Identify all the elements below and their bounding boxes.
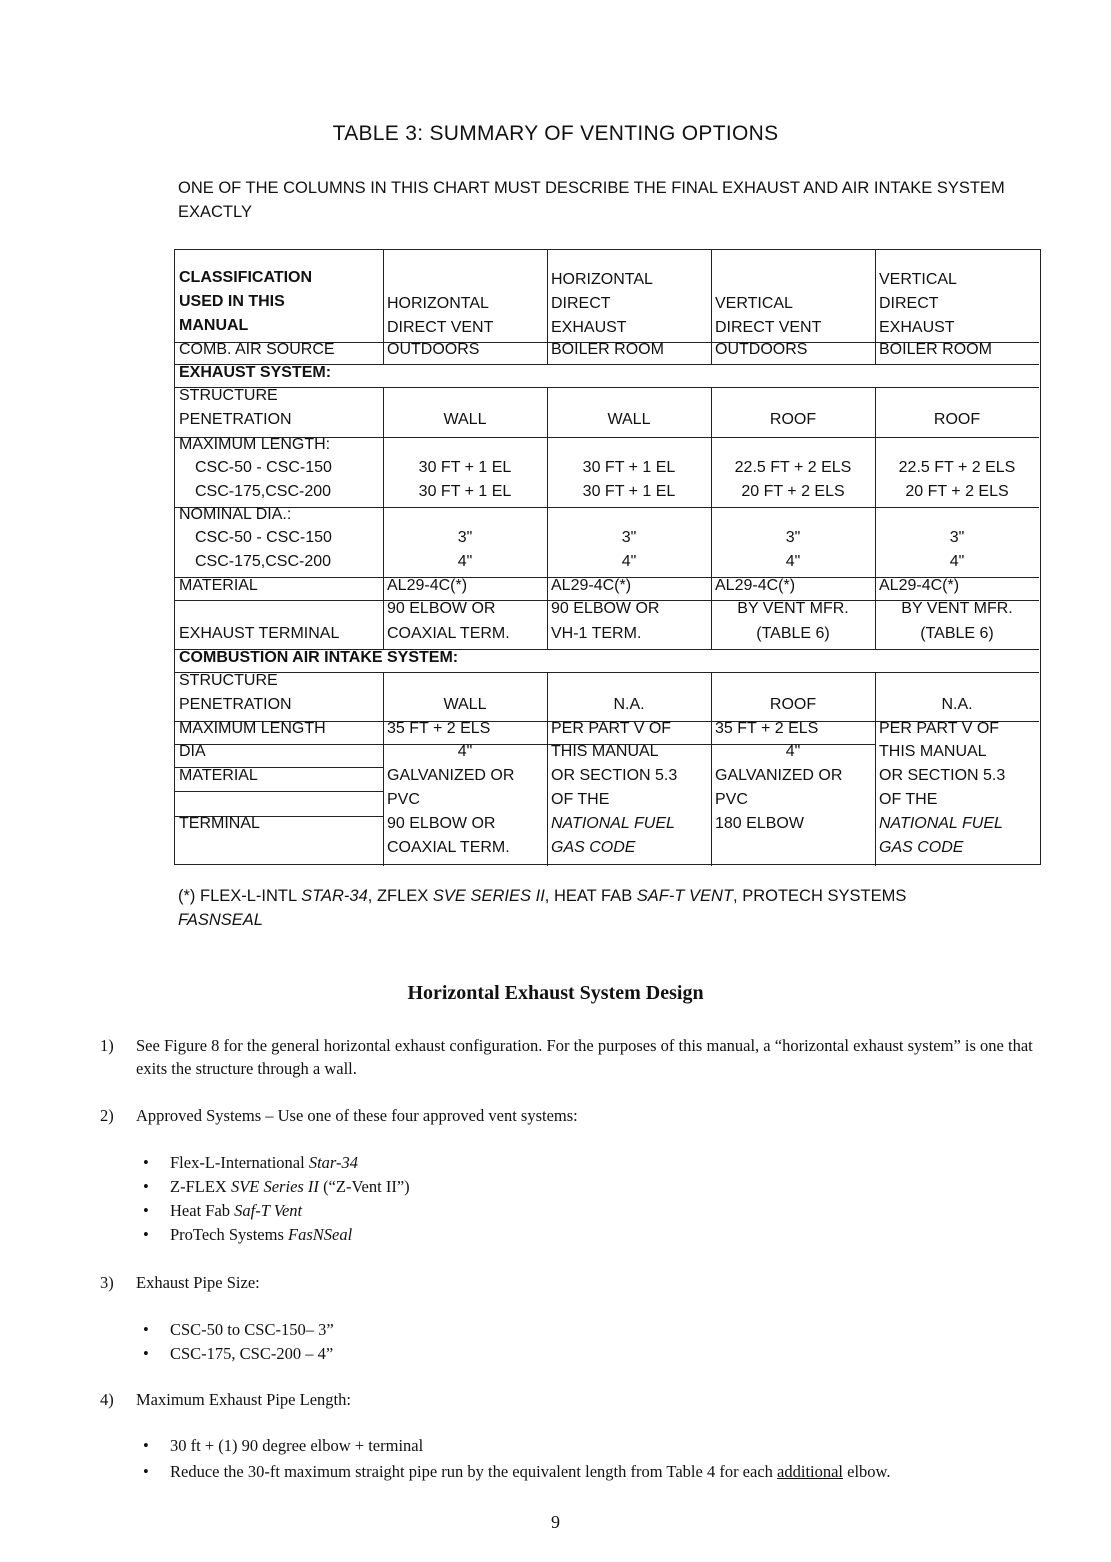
section-label-combustion-air-intake: COMBUSTION AIR INTAKE SYSTEM: xyxy=(179,649,459,666)
item-text: Flex-L-International xyxy=(170,1153,309,1172)
table-cell: OR SECTION 5.3 xyxy=(551,767,678,784)
column-header-vertical-direct-vent: DIRECT VENT xyxy=(715,319,822,336)
footnote-text: , HEAT FAB xyxy=(544,887,637,905)
table-cell: VH-1 TERM. xyxy=(551,625,642,642)
table-cell: OF THE xyxy=(551,791,610,808)
approved-system-item xyxy=(170,1199,302,1222)
table-cell: 90 ELBOW OR xyxy=(387,600,496,617)
table-cell: COAXIAL TERM. xyxy=(387,625,510,642)
table-cell: 30 FT + 1 EL xyxy=(418,459,512,476)
table-cell: N.A. xyxy=(613,696,645,713)
intro-text: ONE OF THE COLUMNS IN THIS CHART MUST DESCRIBE THE FINAL EXHAUST AND AIR INTAKE SYSTEM EXACTLY xyxy=(178,179,1005,221)
table-cell: PER PART V OF xyxy=(879,720,1000,737)
table-cell: 4" xyxy=(785,743,801,760)
footnote-product: SAF-T VENT xyxy=(636,887,734,905)
table-cell: 35 FT + 2 ELS xyxy=(715,720,819,737)
list-number: 2) xyxy=(100,1106,114,1125)
table-cell: PVC xyxy=(715,791,748,808)
footnote-product: FASNSEAL xyxy=(178,911,263,929)
table-cell: THIS MANUAL xyxy=(551,743,659,760)
table-cell: 180 ELBOW xyxy=(715,815,804,832)
row-label-dia: DIA xyxy=(179,743,206,760)
table-cell: OUTDOORS xyxy=(387,341,480,358)
page-number: 9 xyxy=(551,1512,560,1532)
table-cell: ROOF xyxy=(769,411,817,428)
table-cell: (TABLE 6) xyxy=(920,625,994,642)
approved-system-item xyxy=(170,1223,352,1246)
row-label-structure-penetration: STRUCTURE xyxy=(179,387,278,404)
row-label-material: MATERIAL xyxy=(179,767,258,784)
list-number: 3) xyxy=(100,1273,114,1292)
classification-label: CLASSIFICATION xyxy=(179,269,313,286)
table-cell: (TABLE 6) xyxy=(756,625,830,642)
table-cell: BY VENT MFR. xyxy=(737,600,849,617)
table-title: TABLE 3: SUMMARY OF VENTING OPTIONS xyxy=(332,122,779,145)
table-cell: BOILER ROOM xyxy=(879,341,992,358)
table-cell: 4" xyxy=(457,743,473,760)
bullet-icon: • xyxy=(143,1201,149,1220)
row-label-comb-air-source: COMB. AIR SOURCE xyxy=(179,341,335,358)
classification-label: MANUAL xyxy=(179,317,249,334)
table-cell: 90 ELBOW OR xyxy=(387,815,496,832)
model-label: CSC-175,CSC-200 xyxy=(195,483,332,500)
list-item-text: Approved Systems – Use one of these four approved vent systems: xyxy=(136,1106,578,1125)
bullet-icon: • xyxy=(143,1153,149,1172)
table-cell: AL29-4C(*) xyxy=(879,577,960,594)
table-cell: WALL xyxy=(443,696,487,713)
table-cell: AL29-4C(*) xyxy=(715,577,796,594)
table-cell: 90 ELBOW OR xyxy=(551,600,660,617)
table-cell: GAS CODE xyxy=(551,839,636,856)
footnote-product: STAR-34 xyxy=(301,887,368,905)
classification-label: USED IN THIS xyxy=(179,293,285,310)
item-product: SVE Series II xyxy=(230,1177,319,1196)
list-item-text: See Figure 8 for the general horizontal exhaust configuration. For the purposes of this manual, a “horizontal exhaust system” is one that exits the structure through a wall. xyxy=(136,1036,1033,1078)
table-cell: 30 FT + 1 EL xyxy=(582,459,676,476)
row-label-maximum-length: MAXIMUM LENGTH xyxy=(179,720,326,737)
list-item-text: Maximum Exhaust Pipe Length: xyxy=(136,1390,351,1409)
table-cell: 4" xyxy=(949,553,965,570)
pipe-length-item: 30 ft + (1) 90 degree elbow + terminal xyxy=(170,1436,424,1455)
row-label-maximum-length: MAXIMUM LENGTH: xyxy=(179,436,331,453)
bullet-icon: • xyxy=(143,1344,149,1363)
table-cell: PER PART V OF xyxy=(551,720,672,737)
table-cell: N.A. xyxy=(941,696,973,713)
model-label: CSC-50 - CSC-150 xyxy=(195,529,332,546)
item-product: FasNSeal xyxy=(288,1225,353,1244)
row-label-terminal: TERMINAL xyxy=(179,815,260,832)
footnote-text: , ZFLEX xyxy=(367,887,433,905)
column-header-vertical-direct-vent: VERTICAL xyxy=(715,295,793,312)
table-cell: 3" xyxy=(785,529,801,546)
approved-system-item xyxy=(170,1175,410,1198)
section-heading: Horizontal Exhaust System Design xyxy=(407,982,704,1004)
table-cell: AL29-4C(*) xyxy=(551,577,632,594)
bullet-icon: • xyxy=(143,1320,149,1339)
table-cell: 30 FT + 1 EL xyxy=(582,483,676,500)
item-text: Reduce the 30-ft maximum straight pipe run by the equivalent length from Table 4 for each xyxy=(170,1462,778,1481)
column-header-horizontal-direct-vent: DIRECT VENT xyxy=(387,319,494,336)
list-number: 4) xyxy=(100,1390,114,1409)
table-cell: 35 FT + 2 ELS xyxy=(387,720,491,737)
table-cell: 20 FT + 2 ELS xyxy=(905,483,1009,500)
footnote-text: (*) FLEX-L-INTL xyxy=(178,887,302,905)
table-cell: GALVANIZED OR xyxy=(715,767,843,784)
venting-options-table xyxy=(174,249,1041,865)
footnote-text: , PROTECH SYSTEMS xyxy=(733,887,907,905)
table-cell: 4" xyxy=(457,553,473,570)
item-text: Z-FLEX xyxy=(170,1177,231,1196)
table-cell: GALVANIZED OR xyxy=(387,767,515,784)
table-cell: 3" xyxy=(457,529,473,546)
table-cell: WALL xyxy=(607,411,651,428)
footnote-product: SVE SERIES II xyxy=(432,887,545,905)
model-label: CSC-50 - CSC-150 xyxy=(195,459,332,476)
table-cell: OUTDOORS xyxy=(715,341,808,358)
model-label: CSC-175,CSC-200 xyxy=(195,553,332,570)
table-cell: BY VENT MFR. xyxy=(901,600,1013,617)
bullet-icon: • xyxy=(143,1462,149,1481)
table-cell: 3" xyxy=(621,529,637,546)
table-cell: COAXIAL TERM. xyxy=(387,839,510,856)
list-item-text: Exhaust Pipe Size: xyxy=(136,1273,260,1292)
table-cell: PVC xyxy=(387,791,420,808)
table-footnote xyxy=(178,884,1048,932)
column-header-horizontal-direct-vent: HORIZONTAL xyxy=(387,295,489,312)
table-cell: 30 FT + 1 EL xyxy=(418,483,512,500)
item-text: (“Z-Vent II”) xyxy=(318,1177,410,1196)
table-cell: THIS MANUAL xyxy=(879,743,987,760)
table-cell: 22.5 FT + 2 ELS xyxy=(898,459,1016,476)
row-label-structure-penetration: PENETRATION xyxy=(179,411,292,428)
pipe-length-item xyxy=(170,1460,891,1483)
table-cell: GAS CODE xyxy=(879,839,964,856)
approved-system-item xyxy=(170,1151,358,1174)
column-header-vertical-direct-exhaust: DIRECT xyxy=(879,295,939,312)
table-cell: 4" xyxy=(785,553,801,570)
table-cell: 4" xyxy=(621,553,637,570)
bullet-icon: • xyxy=(143,1177,149,1196)
list-number: 1) xyxy=(100,1036,114,1055)
row-label-structure-penetration: PENETRATION xyxy=(179,696,292,713)
table-cell: NATIONAL FUEL xyxy=(879,815,1003,832)
row-label-nominal-dia: NOMINAL DIA.: xyxy=(179,506,292,523)
item-emphasis: additional xyxy=(777,1462,844,1481)
bullet-icon: • xyxy=(143,1436,149,1455)
table-cell: OF THE xyxy=(879,791,938,808)
item-product: Saf-T Vent xyxy=(234,1201,303,1220)
table-cell: ROOF xyxy=(933,411,981,428)
table-cell: BOILER ROOM xyxy=(551,341,664,358)
item-text: elbow. xyxy=(843,1462,891,1481)
row-label-material: MATERIAL xyxy=(179,577,258,594)
column-header-horizontal-direct-exhaust: DIRECT xyxy=(551,295,611,312)
item-text: ProTech Systems xyxy=(170,1225,289,1244)
row-label-exhaust-terminal: EXHAUST TERMINAL xyxy=(179,625,340,642)
column-header-horizontal-direct-exhaust: EXHAUST xyxy=(551,319,627,336)
table-cell: OR SECTION 5.3 xyxy=(879,767,1006,784)
table-cell: AL29-4C(*) xyxy=(387,577,468,594)
table-cell: 22.5 FT + 2 ELS xyxy=(734,459,852,476)
table-cell: 20 FT + 2 ELS xyxy=(741,483,845,500)
column-header-vertical-direct-exhaust: EXHAUST xyxy=(879,319,955,336)
table-cell: WALL xyxy=(443,411,487,428)
row-label-structure-penetration: STRUCTURE xyxy=(179,672,278,689)
column-header-vertical-direct-exhaust: VERTICAL xyxy=(879,271,957,288)
column-header-horizontal-direct-exhaust: HORIZONTAL xyxy=(551,271,653,288)
table-cell: 3" xyxy=(949,529,965,546)
item-product: Star-34 xyxy=(308,1153,358,1172)
item-text: Heat Fab xyxy=(170,1201,235,1220)
pipe-size-item: CSC-175, CSC-200 – 4” xyxy=(170,1344,334,1363)
table-cell: ROOF xyxy=(769,696,817,713)
section-label-exhaust-system: EXHAUST SYSTEM: xyxy=(179,364,332,381)
table-cell: NATIONAL FUEL xyxy=(551,815,675,832)
pipe-size-item: CSC-50 to CSC-150– 3” xyxy=(170,1320,334,1339)
bullet-icon: • xyxy=(143,1225,149,1244)
